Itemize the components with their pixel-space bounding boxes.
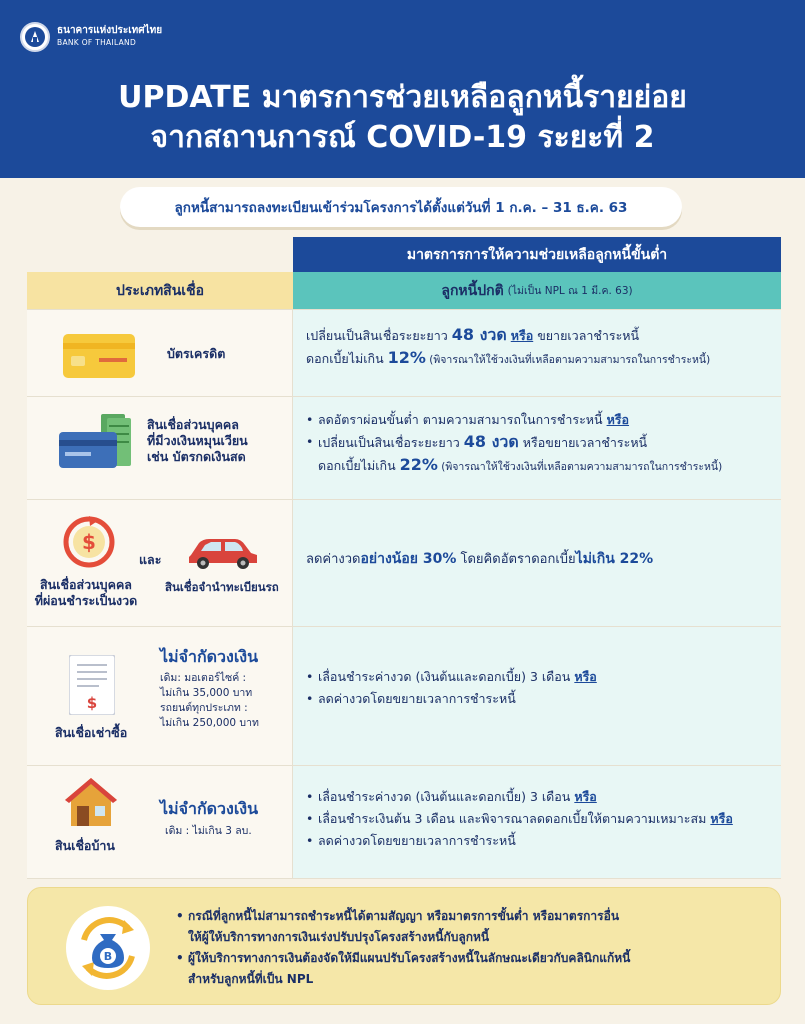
footer-line: ให้ผู้ให้บริการทางการเงินเร่งปรับปรุงโครงสร้างหนี้กับลูกหนี้ [188, 930, 490, 944]
highlight-max-22: ไม่เกิน 22% [575, 551, 654, 567]
registration-period-banner: ลูกหนี้สามารถลงทะเบียนเข้าร่วมโครงการได้ตั้งแต่วันที่ 1 ก.ค. – 31 ธ.ค. 63 [120, 187, 682, 227]
measure-text: เลื่อนชำระค่างวด (เงินต้นและดอกเบี้ย) 3 เดือน [318, 669, 575, 684]
bot-logo [20, 22, 162, 52]
row-measures-installment-car-loan [293, 500, 781, 626]
highlight-interest-22: 22% [399, 455, 438, 474]
measure-text: เปลี่ยนเป็นสินเชื่อระยะยาว [306, 328, 452, 343]
measure-line [306, 347, 771, 371]
measure-text: ลดค่างวด [306, 552, 361, 567]
table-row-installment-car-loan [27, 499, 781, 626]
or-link: หรือ [574, 669, 597, 684]
row-label-mortgage: สินเชื่อบ้าน [55, 838, 115, 853]
row-label-credit-card: บัตรเครดิต [167, 346, 226, 361]
credit-card-icon [63, 334, 135, 382]
normal-debtor-note: (ไม่เป็น NPL ณ 1 มี.ค. 63) [507, 285, 633, 297]
measure-text: ลดอัตราผ่อนขั้นต่ำ ตามความสามารถในการชำระหนี้ [318, 412, 607, 427]
footer-line: สำหรับลูกหนี้ที่เป็น NPL [188, 972, 314, 986]
measures-header: มาตรการการให้ความช่วยเหลือลูกหนี้ขั้นต่ำ [293, 237, 781, 272]
header-banner [0, 0, 805, 178]
unlimited-amount-label: ไม่จำกัดวงเงิน [160, 647, 259, 666]
title-line-2: จากสถานการณ์ COVID-19 ระยะที่ 2 [150, 120, 655, 155]
additional-measures-box [27, 887, 781, 1005]
table-row-mortgage [27, 765, 781, 879]
measure-bullet [306, 808, 771, 830]
measure-text: ดอกเบี้ยไม่เกิน [318, 458, 400, 473]
label-line: ที่ผ่อนชำระเป็นงวด [34, 593, 138, 608]
note-line: รถยนต์ทุกประเภท : [160, 702, 248, 714]
invoice-dollar-icon [69, 655, 115, 719]
highlight-interest-12: 12% [387, 348, 426, 367]
measure-text: ดอกเบี้ยไม่เกิน [306, 351, 388, 366]
card-and-cash-icon [59, 414, 135, 474]
highlight-48-installments: 48 งวด [451, 325, 507, 344]
measure-text: เลื่อนชำระค่างวด (เงินต้นและดอกเบี้ย) 3 เดือน [318, 789, 575, 804]
or-link: หรือ [574, 789, 597, 804]
row-measures-credit-card [293, 310, 781, 396]
table-row-credit-card [27, 309, 781, 396]
measure-text: ขยายเวลาชำระหนี้ [533, 328, 640, 343]
footer-bullet [176, 948, 766, 990]
logo-name-en: BANK OF THAILAND [57, 38, 137, 47]
note-line: ไม่เกิน 250,000 บาท [160, 717, 259, 729]
measure-text: โดยคิดอัตราดอกเบี้ย [456, 552, 576, 567]
table-row-hire-purchase [27, 626, 781, 765]
measure-bullet: • ลดค่างวดโดยขยายเวลาการชำระหนี้ [306, 688, 771, 710]
svg-text:B: B [103, 950, 113, 963]
measure-text: หรือขยายเวลาชำระหนี้ [518, 435, 648, 450]
svg-text:$: $ [82, 530, 96, 554]
table-row-revolving-loan [27, 396, 781, 499]
row-label-car-title-loan: สินเชื่อจำนำทะเบียนรถ [165, 580, 279, 594]
title-line-1: UPDATE มาตรการช่วยเหลือลูกหนี้รายย่อย [118, 80, 687, 115]
measure-text: เลื่อนชำระเงินต้น 3 เดือน และพิจารณาลดดอกเบี้ยให้ตามความเหมาะสม [318, 811, 711, 826]
or-link: หรือ [606, 412, 630, 427]
normal-debtor-label: ลูกหนี้ปกติ [441, 282, 504, 299]
previous-limit-note: เดิม : ไม่เกิน 3 ลบ. [165, 825, 252, 837]
and-label: และ [139, 552, 162, 567]
label-line: สินเชื่อส่วนบุคคล [40, 577, 132, 592]
product-type-header: ประเภทสินเชื่อ [27, 272, 293, 309]
row-label-revolving-loan [147, 417, 248, 465]
label-line: สินเชื่อส่วนบุคคล [147, 417, 239, 432]
note-line: เดิม: มอเตอร์ไซค์ : [160, 672, 247, 684]
car-icon [185, 535, 261, 573]
measure-line [306, 324, 771, 347]
svg-text:$: $ [86, 694, 98, 712]
footer-bullet [176, 906, 766, 948]
row-label-installment-loan [31, 577, 141, 609]
or-link: หรือ [710, 811, 733, 826]
note-line: ไม่เกิน 35,000 บาท [160, 687, 253, 699]
measure-bullet [306, 431, 771, 454]
installment-dollar-icon [61, 514, 117, 574]
measure-note: (พิจารณาให้ใช้วงเงินที่เหลือตามความสามารถในการชำระหนี้) [437, 461, 723, 473]
unlimited-amount-label: ไม่จำกัดวงเงิน [160, 799, 259, 818]
measure-line [306, 454, 771, 478]
row-label-hire-purchase: สินเชื่อเช่าซื้อ [55, 725, 128, 740]
row-measures-mortgage [293, 766, 781, 878]
label-line: ที่มีวงเงินหมุนเวียน [147, 433, 248, 448]
footer-line: • กรณีที่ลูกหนี้ไม่สามารถชำระหนี้ได้ตามสัญญา หรือมาตรการขั้นต่ำ หรือมาตรการอื่น [188, 909, 620, 923]
normal-debtor-header [293, 272, 781, 309]
previous-limit-note [160, 671, 259, 731]
measure-bullet [306, 666, 771, 688]
measure-bullet [306, 409, 771, 431]
highlight-at-least-30: อย่างน้อย 30% [360, 551, 457, 567]
label-line: เช่น บัตรกดเงินสด [147, 449, 246, 464]
house-icon [63, 776, 119, 832]
row-measures-hire-purchase [293, 627, 781, 765]
highlight-48-installments: 48 งวด [463, 432, 519, 451]
row-measures-revolving-loan [293, 397, 781, 499]
measure-bullet [306, 786, 771, 808]
footer-line: • ผู้ให้บริการทางการเงินต้องจัดให้มีแผนปรับโครงสร้างหนี้ในลักษณะเดียวกับคลินิกแก้หนี้ [188, 951, 631, 965]
money-bag-cycle-icon [66, 906, 150, 990]
page-title [0, 78, 805, 158]
or-link: หรือ [510, 328, 534, 343]
measure-text: เปลี่ยนเป็นสินเชื่อระยะยาว [318, 435, 464, 450]
logo-name-th: ธนาคารแห่งประเทศไทย [57, 25, 163, 36]
measure-bullet: • ลดค่างวดโดยขยายเวลาการชำระหนี้ [306, 830, 771, 852]
additional-measures-text [176, 906, 766, 990]
bot-emblem-icon [20, 22, 50, 52]
measure-note: (พิจารณาให้ใช้วงเงินที่เหลือตามความสามารถในการชำระหนี้) [425, 354, 711, 366]
